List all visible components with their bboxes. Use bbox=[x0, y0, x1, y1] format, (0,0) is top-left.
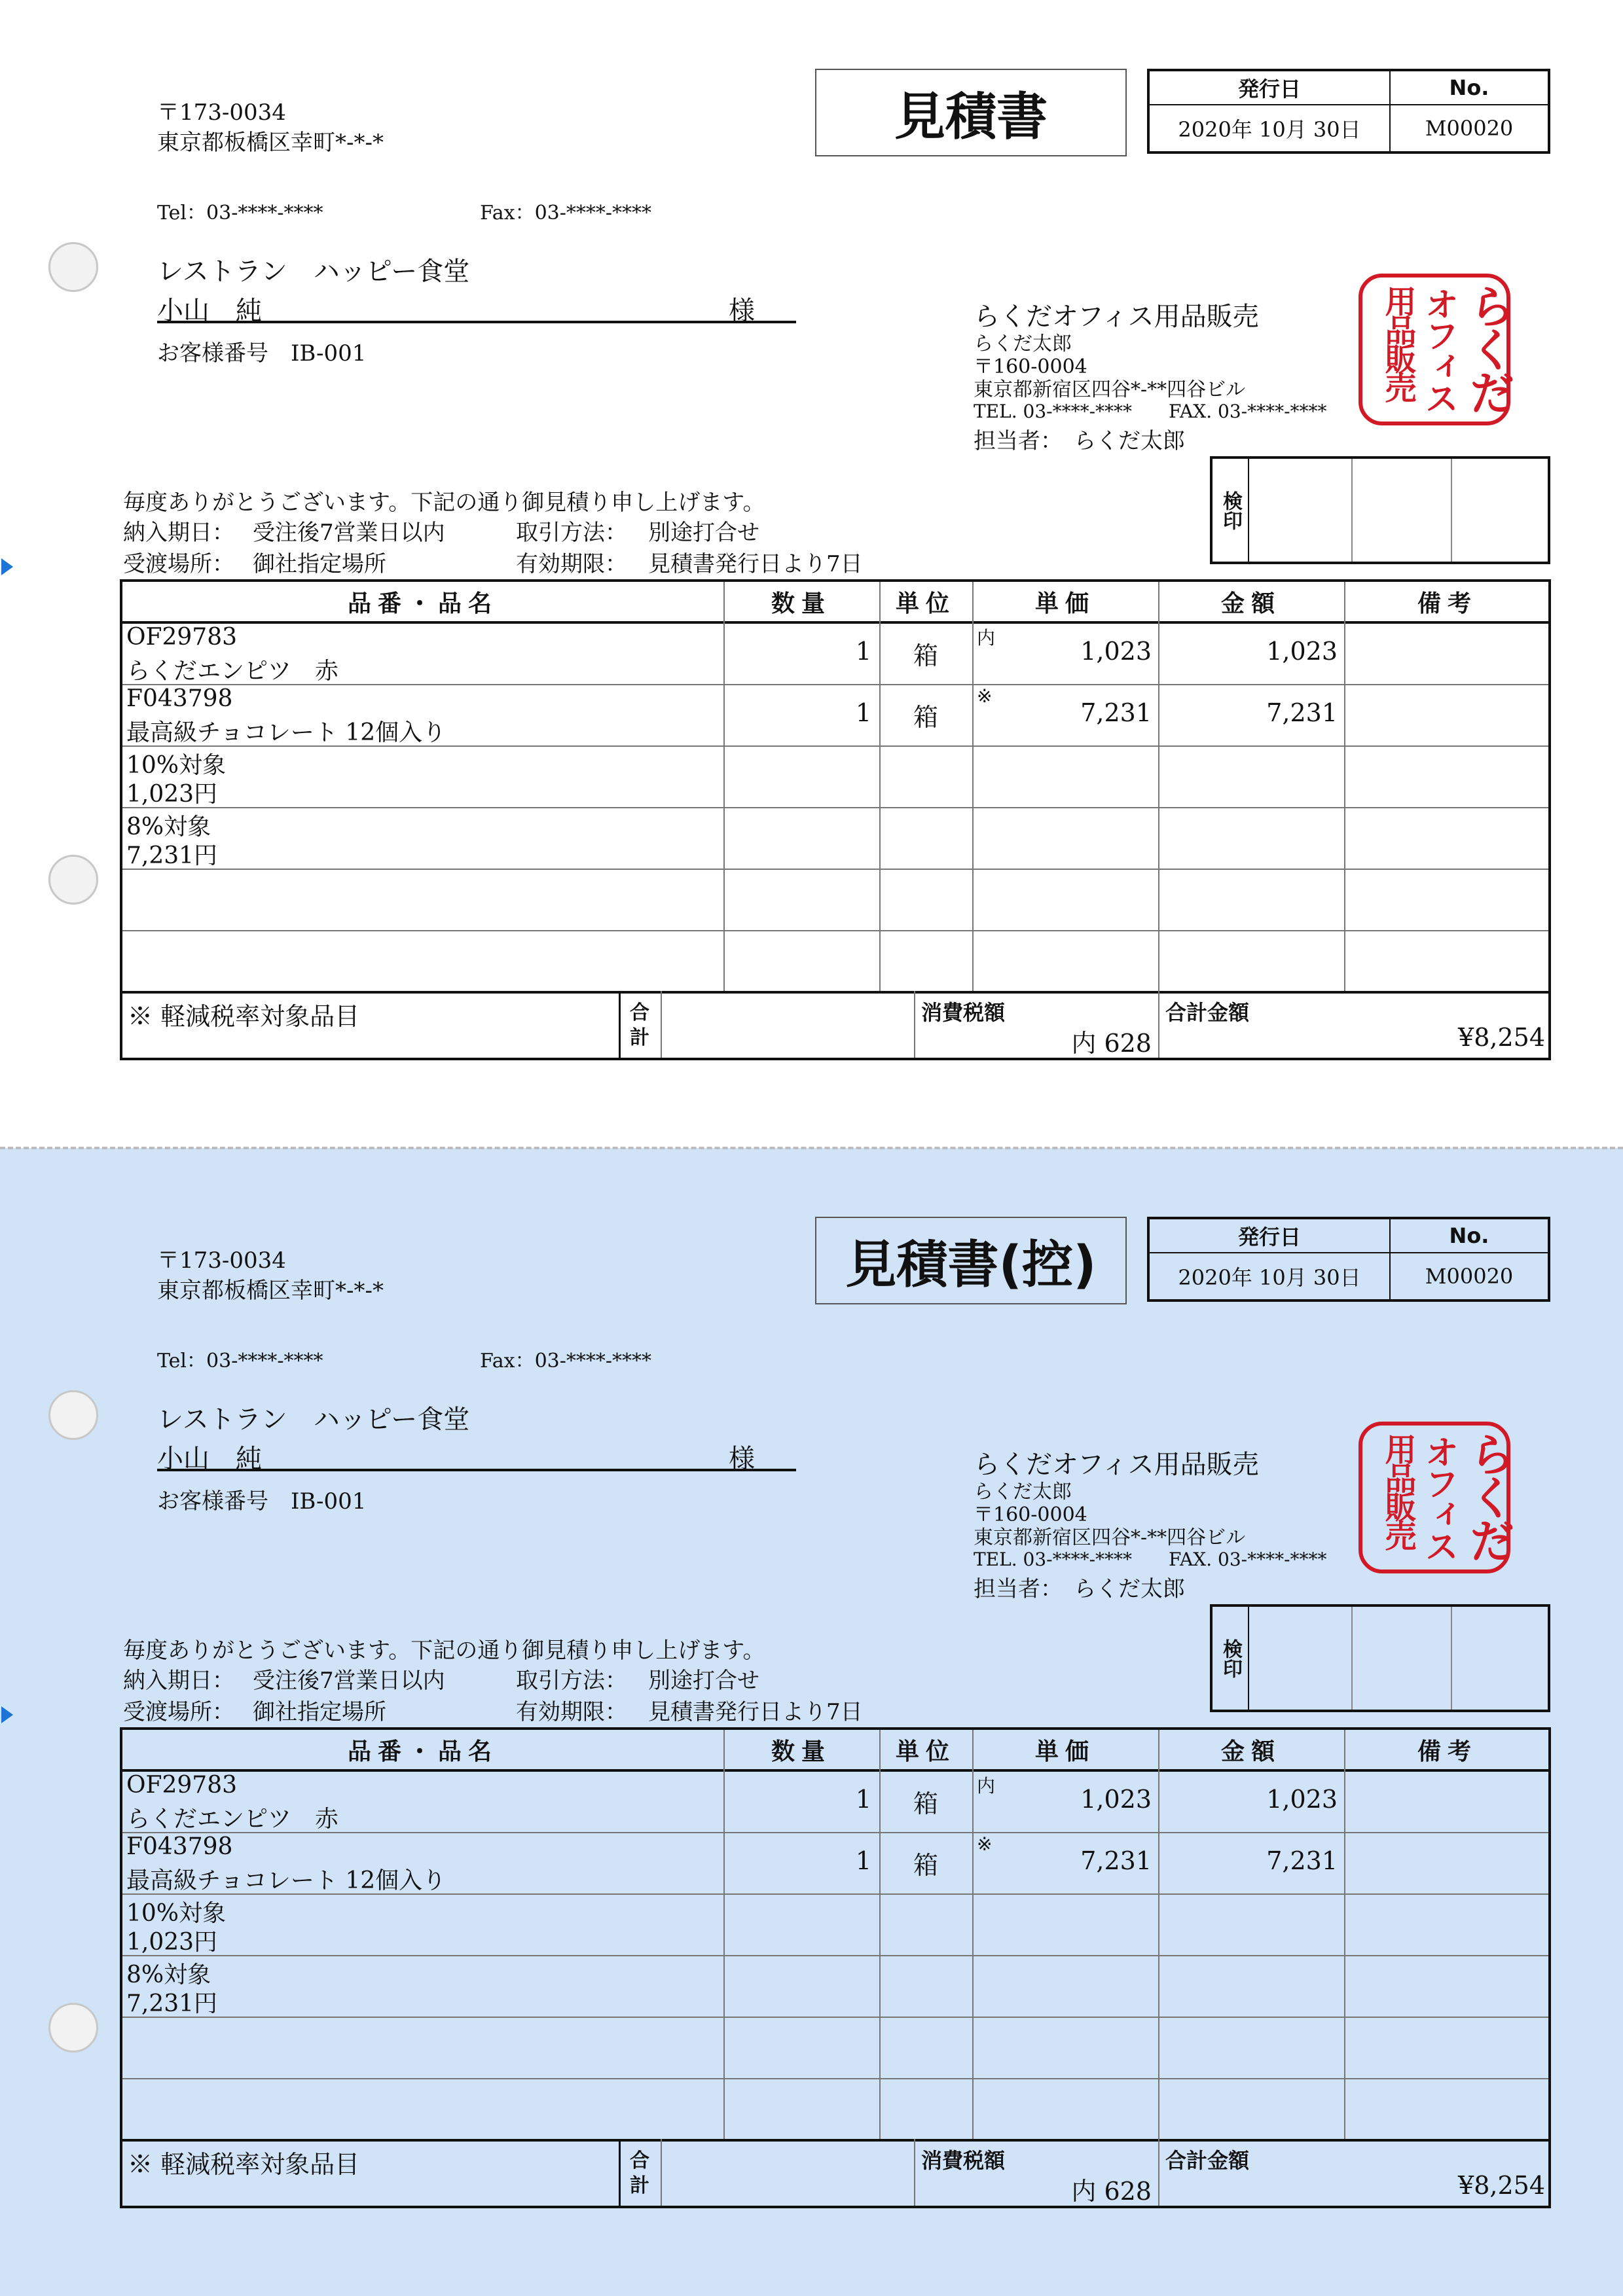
reduced-rate-note: ※ 軽減税率対象品目 bbox=[128, 2150, 360, 2179]
row-unit: 箱 bbox=[913, 1851, 938, 1880]
row-price: 7,231 bbox=[1080, 698, 1152, 727]
issue-date-value: 2020年 10月 30日 bbox=[1178, 1265, 1361, 1290]
valid-label: 有効期限： bbox=[516, 551, 627, 577]
seller-company: らくだオフィス用品販売 bbox=[974, 1450, 1259, 1480]
place-value: 御社指定場所 bbox=[253, 551, 386, 577]
inspection-label: 検印 bbox=[1213, 459, 1249, 562]
row-qty: 1 bbox=[855, 637, 871, 666]
doc-no-value: M00020 bbox=[1425, 116, 1514, 141]
company-seal bbox=[1359, 274, 1516, 425]
inspection-box bbox=[1210, 1604, 1550, 1712]
customer-honorific: 様 bbox=[729, 296, 755, 326]
seal-text-left: 用品販売 bbox=[1379, 285, 1416, 401]
customer-number: お客様番号 IB-001 bbox=[157, 340, 367, 367]
grand-total-value: ¥8,254 bbox=[1458, 1023, 1545, 1052]
document-title-text: 見積書(控) bbox=[845, 1236, 1097, 1295]
seal-text-mid: オフィス bbox=[1419, 287, 1458, 412]
row-name: 7,231円 bbox=[126, 1990, 218, 2017]
header-note: 備考 bbox=[1417, 1738, 1478, 1765]
row-unit: 箱 bbox=[913, 1789, 938, 1818]
tax-value: 内 628 bbox=[1071, 1029, 1152, 1058]
reduced-rate-note: ※ 軽減税率対象品目 bbox=[128, 1002, 360, 1031]
row-code: 8%対象 bbox=[126, 1962, 211, 1988]
doc-no-label: No. bbox=[1391, 1219, 1548, 1253]
header-amount: 金額 bbox=[1220, 590, 1281, 617]
row-qty: 1 bbox=[855, 1846, 871, 1875]
issuer-street: 東京都板橋区幸町*-*-* bbox=[157, 130, 384, 156]
seller-address: 東京都新宿区四谷*-**四谷ビル bbox=[974, 1526, 1246, 1549]
row-code: OF29783 bbox=[126, 624, 238, 651]
customer-underline bbox=[157, 1469, 796, 1471]
inspection-label: 検印 bbox=[1213, 1607, 1249, 1710]
estimate-table bbox=[120, 1727, 1551, 2208]
punch-hole bbox=[48, 855, 98, 905]
row-name: 1,023円 bbox=[126, 1929, 218, 1956]
issuer-postal: 〒173-0034 bbox=[157, 1247, 286, 1274]
valid-value: 見積書発行日より7日 bbox=[648, 1699, 863, 1725]
row-code: 10%対象 bbox=[126, 1900, 227, 1927]
row-name: らくだエンピツ 赤 bbox=[126, 1806, 339, 1833]
seller-postal: 〒160-0004 bbox=[974, 1503, 1087, 1526]
header-amount: 金額 bbox=[1220, 1738, 1281, 1765]
document-title bbox=[815, 69, 1127, 156]
payment-value: 別途打合せ bbox=[648, 520, 759, 546]
valid-label: 有効期限： bbox=[516, 1699, 627, 1725]
customer-person: 小山 純 bbox=[157, 1444, 262, 1474]
issue-date-label: 発行日 bbox=[1150, 71, 1389, 105]
delivery-value: 受注後7営業日以内 bbox=[253, 1668, 445, 1694]
row-name: 7,231円 bbox=[126, 842, 218, 869]
estimate-copy bbox=[0, 1148, 1623, 2296]
header-qty: 数量 bbox=[771, 1738, 831, 1765]
company-seal bbox=[1359, 1422, 1516, 1573]
issuer-tel: Tel：03-****-**** bbox=[157, 1350, 323, 1372]
issue-info-box bbox=[1147, 69, 1550, 154]
fold-marker-icon bbox=[1, 558, 13, 575]
row-price: 7,231 bbox=[1080, 1846, 1152, 1875]
row-name: 最高級チョコレート 12個入り bbox=[126, 719, 447, 746]
total-label: 合計 bbox=[630, 2149, 649, 2197]
estimate-table bbox=[120, 579, 1551, 1060]
payment-label: 取引方法： bbox=[516, 520, 627, 546]
row-amount: 1,023 bbox=[1266, 1785, 1338, 1814]
row-amount: 7,231 bbox=[1266, 1846, 1338, 1875]
row-tax-mark: 内 bbox=[977, 627, 996, 649]
row-unit: 箱 bbox=[913, 641, 938, 670]
issuer-fax: Fax：03-****-**** bbox=[480, 202, 652, 224]
header-item: 品番・品名 bbox=[347, 590, 498, 617]
seller-telfax: TEL. 03-****-**** FAX. 03-****-**** bbox=[974, 1549, 1327, 1570]
grand-total-label: 合計金額 bbox=[1165, 2148, 1250, 2173]
header-price: 単価 bbox=[1034, 590, 1095, 617]
issuer-fax: Fax：03-****-**** bbox=[480, 1350, 652, 1372]
customer-number: お客様番号 IB-001 bbox=[157, 1488, 367, 1515]
row-name: 最高級チョコレート 12個入り bbox=[126, 1867, 447, 1894]
header-note: 備考 bbox=[1417, 590, 1478, 617]
valid-value: 見積書発行日より7日 bbox=[648, 551, 863, 577]
header-price: 単価 bbox=[1034, 1738, 1095, 1765]
row-code: 8%対象 bbox=[126, 814, 211, 840]
punch-hole bbox=[48, 242, 98, 292]
seal-text-right: らくだ bbox=[1462, 283, 1516, 412]
perforation-line bbox=[0, 1147, 1623, 1149]
total-label: 合計 bbox=[630, 1001, 649, 1049]
customer-company: レストラン ハッピー食堂 bbox=[157, 1405, 470, 1435]
row-amount: 1,023 bbox=[1266, 637, 1338, 666]
seller-address: 東京都新宿区四谷*-**四谷ビル bbox=[974, 378, 1246, 401]
row-qty: 1 bbox=[855, 698, 871, 727]
seller-telfax: TEL. 03-****-**** FAX. 03-****-**** bbox=[974, 401, 1327, 422]
row-tax-mark: 内 bbox=[977, 1775, 996, 1797]
tax-value: 内 628 bbox=[1071, 2177, 1152, 2206]
seller-rep: らくだ太郎 bbox=[974, 1480, 1072, 1503]
row-code: F043798 bbox=[126, 685, 233, 712]
doc-no-label: No. bbox=[1391, 71, 1548, 105]
fold-marker-icon bbox=[1, 1706, 13, 1723]
row-price: 1,023 bbox=[1080, 1785, 1152, 1814]
header-unit: 単位 bbox=[895, 1738, 956, 1765]
place-label: 受渡場所： bbox=[123, 551, 234, 577]
inspection-box bbox=[1210, 456, 1550, 564]
row-amount: 7,231 bbox=[1266, 698, 1338, 727]
grand-total-label: 合計金額 bbox=[1165, 1000, 1250, 1025]
issuer-tel: Tel：03-****-**** bbox=[157, 202, 323, 224]
tax-label: 消費税額 bbox=[921, 2148, 1006, 2173]
row-qty: 1 bbox=[855, 1785, 871, 1814]
issue-info-box bbox=[1147, 1217, 1550, 1302]
payment-label: 取引方法： bbox=[516, 1668, 627, 1694]
tax-label: 消費税額 bbox=[921, 1000, 1006, 1025]
punch-hole bbox=[48, 1390, 98, 1440]
row-name: 1,023円 bbox=[126, 781, 218, 808]
delivery-label: 納入期日： bbox=[123, 1668, 234, 1694]
place-label: 受渡場所： bbox=[123, 1699, 234, 1725]
row-code: OF29783 bbox=[126, 1772, 238, 1799]
customer-underline bbox=[157, 321, 796, 323]
row-tax-mark: ※ bbox=[977, 685, 993, 707]
seller-rep: らくだ太郎 bbox=[974, 332, 1072, 355]
header-item: 品番・品名 bbox=[347, 1738, 498, 1765]
row-price: 1,023 bbox=[1080, 637, 1152, 666]
issue-date-value: 2020年 10月 30日 bbox=[1178, 117, 1361, 142]
greeting-message: 毎度ありがとうございます。下記の通り御見積り申し上げます。 bbox=[123, 490, 765, 516]
seal-text-right: らくだ bbox=[1462, 1431, 1516, 1560]
seal-text-left: 用品販売 bbox=[1379, 1433, 1416, 1549]
payment-value: 別途打合せ bbox=[648, 1668, 759, 1694]
grand-total-value: ¥8,254 bbox=[1458, 2171, 1545, 2200]
row-code: F043798 bbox=[126, 1833, 233, 1860]
seller-staff: 担当者： らくだ太郎 bbox=[974, 428, 1185, 454]
customer-honorific: 様 bbox=[729, 1444, 755, 1474]
issue-date-label: 発行日 bbox=[1150, 1219, 1389, 1253]
customer-person: 小山 純 bbox=[157, 296, 262, 326]
seller-postal: 〒160-0004 bbox=[974, 355, 1087, 378]
row-tax-mark: ※ bbox=[977, 1833, 993, 1855]
row-unit: 箱 bbox=[913, 703, 938, 732]
delivery-value: 受注後7営業日以内 bbox=[253, 520, 445, 546]
seller-staff: 担当者： らくだ太郎 bbox=[974, 1576, 1185, 1602]
document-title bbox=[815, 1217, 1127, 1304]
customer-company: レストラン ハッピー食堂 bbox=[157, 257, 470, 287]
row-name: らくだエンピツ 赤 bbox=[126, 658, 339, 685]
issuer-postal: 〒173-0034 bbox=[157, 99, 286, 126]
row-code: 10%対象 bbox=[126, 752, 227, 779]
place-value: 御社指定場所 bbox=[253, 1699, 386, 1725]
header-qty: 数量 bbox=[771, 590, 831, 617]
document-title-text: 見積書 bbox=[894, 88, 1048, 147]
seller-company: らくだオフィス用品販売 bbox=[974, 302, 1259, 332]
issuer-street: 東京都板橋区幸町*-*-* bbox=[157, 1278, 384, 1304]
greeting-message: 毎度ありがとうございます。下記の通り御見積り申し上げます。 bbox=[123, 1638, 765, 1664]
doc-no-value: M00020 bbox=[1425, 1264, 1514, 1289]
punch-hole bbox=[48, 2003, 98, 2053]
seal-text-mid: オフィス bbox=[1419, 1435, 1458, 1560]
delivery-label: 納入期日： bbox=[123, 520, 234, 546]
header-unit: 単位 bbox=[895, 590, 956, 617]
